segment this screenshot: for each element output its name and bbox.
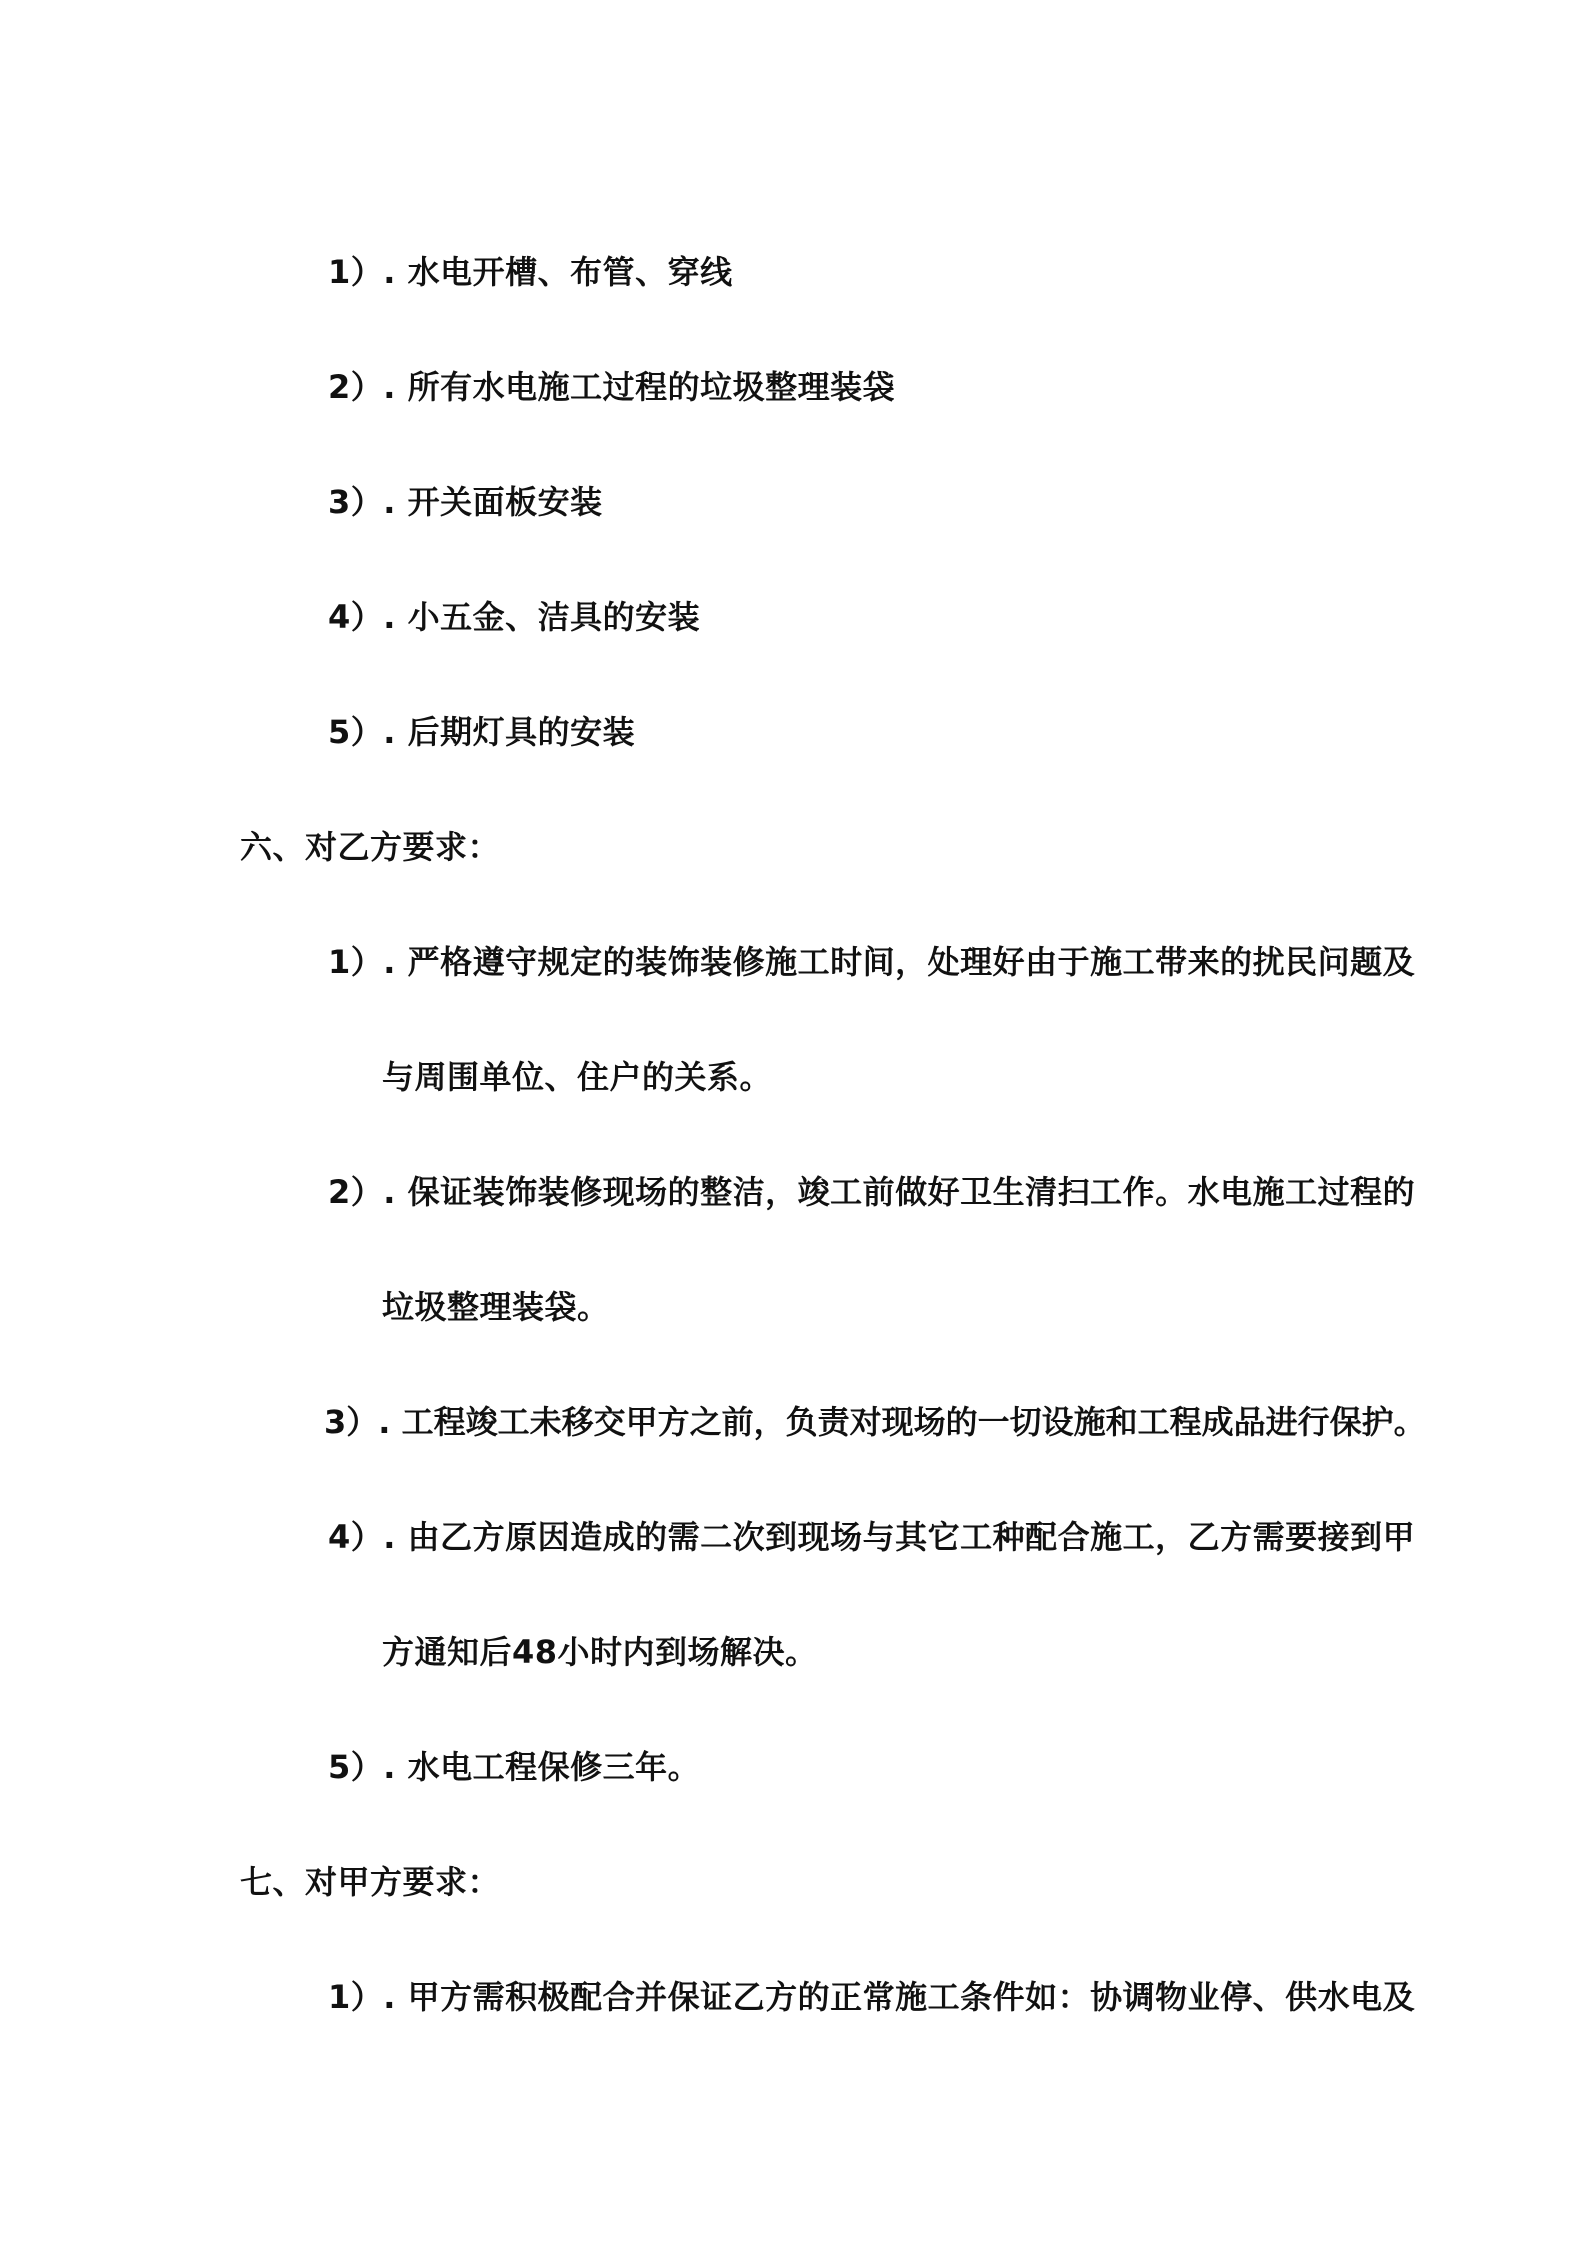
list-item: 3）. 工程竣工未移交甲方之前，负责对现场的一切设施和工程成品进行保护。 (324, 1403, 1426, 1441)
list-item: 2）. 所有水电施工过程的垃圾整理装袋 (328, 368, 896, 406)
list-item: 5）. 水电工程保修三年。 (328, 1748, 701, 1786)
list-item: 2）. 保证装饰装修现场的整洁，竣工前做好卫生清扫工作。水电施工过程的 (328, 1173, 1416, 1211)
list-item: 4）. 由乙方原因造成的需二次到现场与其它工种配合施工，乙方需要接到甲 (328, 1518, 1416, 1556)
list-item: 4）. 小五金、洁具的安装 (328, 598, 701, 636)
list-item-continuation: 方通知后48小时内到场解决。 (382, 1633, 818, 1671)
list-item-continuation: 垃圾整理装袋。 (382, 1288, 610, 1326)
list-item: 5）. 后期灯具的安装 (328, 713, 636, 751)
section-heading: 六、对乙方要求： (240, 828, 501, 866)
list-item: 1）. 水电开槽、布管、穿线 (328, 253, 733, 291)
list-item-continuation: 与周围单位、住户的关系。 (382, 1058, 773, 1096)
list-item: 3）. 开关面板安装 (328, 483, 603, 521)
list-item: 1）. 严格遵守规定的装饰装修施工时间，处理好由于施工带来的扰民问题及 (328, 943, 1416, 981)
section-heading: 七、对甲方要求： (240, 1863, 501, 1901)
list-item: 1）. 甲方需积极配合并保证乙方的正常施工条件如：协调物业停、供水电及 (328, 1978, 1416, 2016)
